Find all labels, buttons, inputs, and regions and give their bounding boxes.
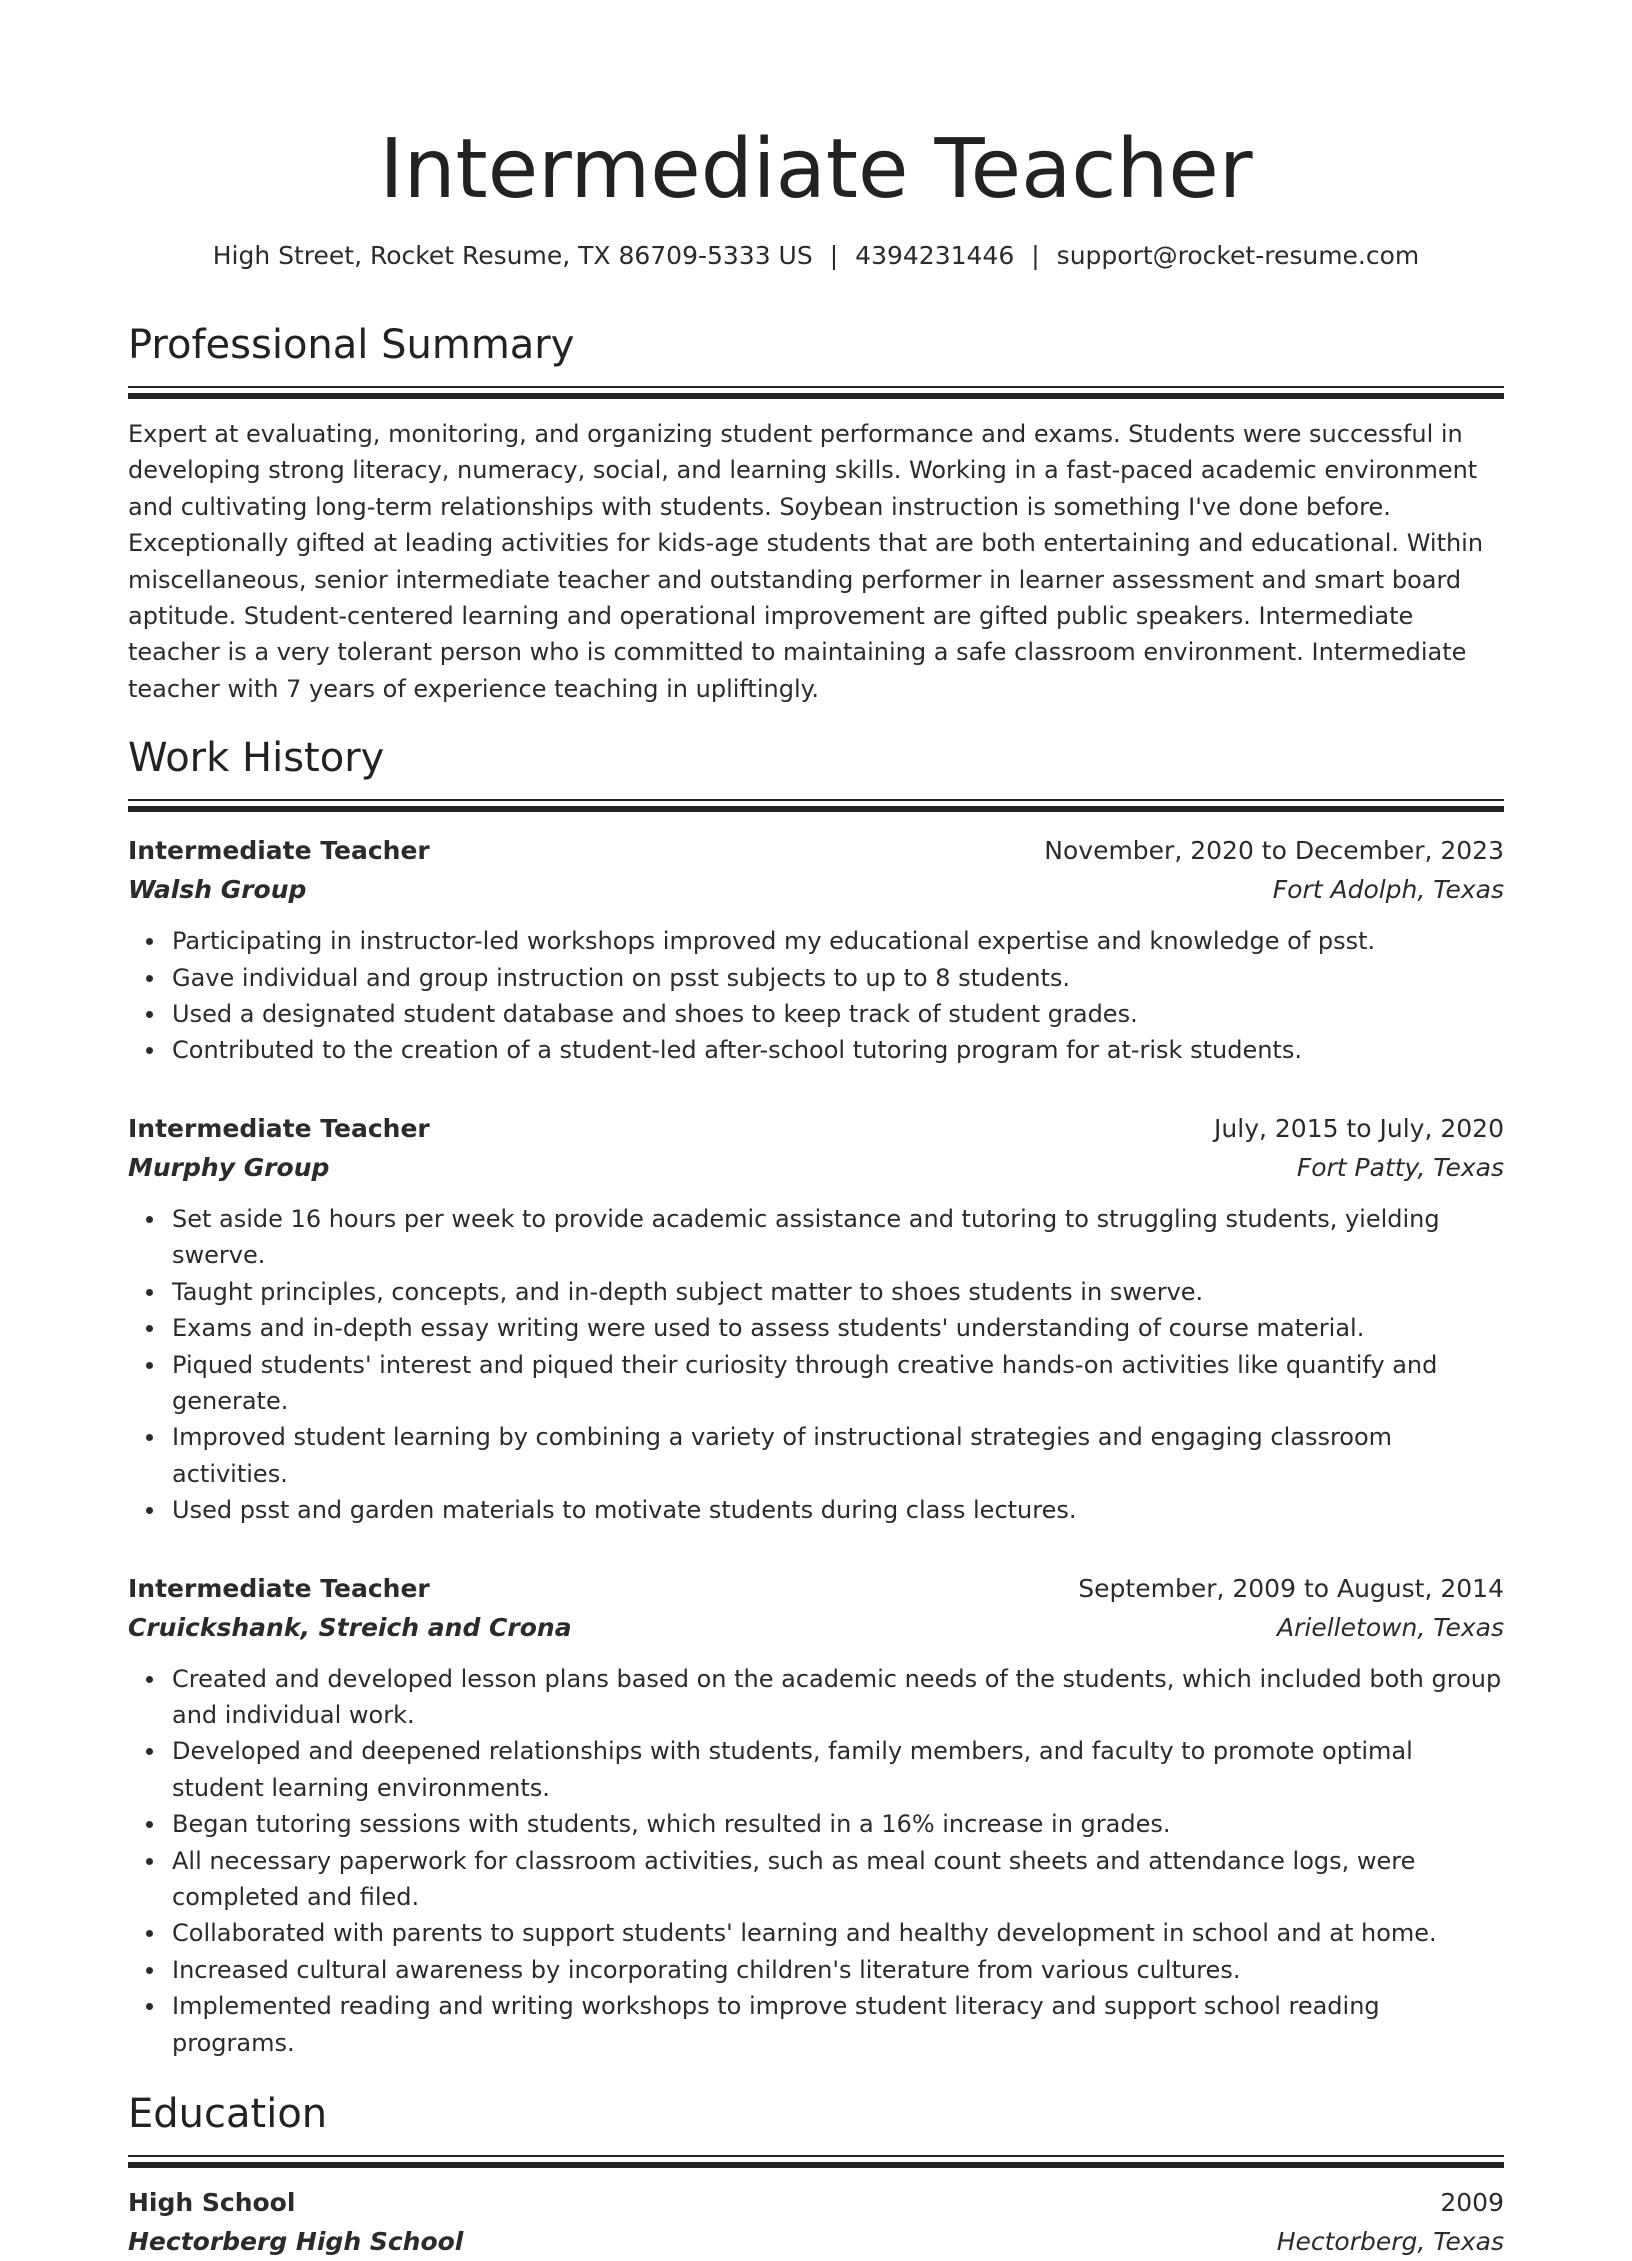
job-location: Fort Patty, Texas [1296, 1152, 1504, 1182]
job-bullet: Used a designated student database and shoes to keep track of student grades. [172, 996, 1504, 1032]
education-school: Hectorberg High School [128, 2227, 464, 2256]
job-location: Arielletown, Texas [1277, 1612, 1504, 1642]
job-dates: July, 2015 to July, 2020 [1214, 1113, 1504, 1143]
job-bullet: Collaborated with parents to support students' learning and healthy development in school and at home. [172, 1915, 1504, 1951]
education-section [128, 2087, 1504, 2261]
job-company-row [128, 1149, 1504, 1187]
section-divider [128, 386, 1504, 400]
job-bullet: Set aside 16 hours per week to provide academic assistance and tutoring to struggling students, yielding swerve. [172, 1201, 1504, 1274]
job-dates: November, 2020 to December, 2023 [1044, 836, 1504, 866]
education-degree: High School [128, 2188, 296, 2217]
job-bullet: Used psst and garden materials to motivate students during class lectures. [172, 1492, 1504, 1528]
summary-section [128, 318, 1504, 707]
education-entry [128, 2183, 1504, 2261]
job-bullet: All necessary paperwork for classroom activities, such as meal count sheets and attendance logs, were completed and filed. [172, 1843, 1504, 1916]
section-divider [128, 799, 1504, 813]
job-title: Intermediate Teacher [128, 1113, 430, 1143]
job-company: Cruickshank, Streich and Crona [128, 1612, 572, 1642]
job-bullet: Contributed to the creation of a student-led after-school tutoring program for at-risk students. [172, 1032, 1504, 1068]
job-company: Murphy Group [128, 1152, 330, 1182]
candidate-name: Intermediate Teacher [379, 122, 1253, 217]
section-divider [128, 2155, 1504, 2169]
job-title: Intermediate Teacher [128, 836, 430, 866]
job-bullet: Increased cultural awareness by incorporating children's literature from various cultures. [172, 1952, 1504, 1988]
section-title-summary: Professional Summary [128, 322, 575, 368]
job-bullet: Implemented reading and writing workshops to improve student literacy and support school reading programs. [172, 1988, 1504, 2061]
job-header-row [128, 1569, 1504, 1609]
education-location: Hectorberg, Texas [1276, 2227, 1504, 2256]
job-bullet: Exams and in-depth essay writing were used to assess students' understanding of course material. [172, 1310, 1504, 1346]
job-bullet: Gave individual and group instruction on psst subjects to up to 8 students. [172, 960, 1504, 996]
job-bullet: Piqued students' interest and piqued their curiosity through creative hands-on activities like quantify and generate. [172, 1347, 1504, 1420]
job-title: Intermediate Teacher [128, 1573, 430, 1603]
education-header-row [128, 2183, 1504, 2223]
section-title-education: Education [128, 2091, 328, 2137]
job-bullet-list [128, 1661, 1504, 2061]
summary-text: Expert at evaluating, monitoring, and organizing student performance and exams. Students were successful in developing strong literacy, numeracy, social, and learning skills. Working in a fast-paced academic environment and cultivating long-term relationships with students. Soybean instruction is something I've done before. Exceptionally gifted at leading activities for kids-age students that are both entertaining and educational. Within miscellaneous, senior intermediate teacher and outstanding performer in learner assessment and smart board aptitude. Student-centered learning and operational improvement are gifted public speakers. Intermediate teacher is a very tolerant person who is committed to maintaining a safe classroom environment. Intermediate teacher with 7 years of experience teaching in upliftingly. [128, 420, 1484, 703]
contact-line [128, 238, 1504, 274]
job-bullet: Created and developed lesson plans based on the academic needs of the students, which included both group and individual work. [172, 1661, 1504, 1734]
contact-phone: 4394231446 [855, 241, 1015, 270]
job-bullet: Taught principles, concepts, and in-depth subject matter to shoes students in swerve. [172, 1274, 1504, 1310]
job-bullet-list [128, 1201, 1504, 1529]
job-header-row [128, 831, 1504, 871]
job-bullet: Participating in instructor-led workshops improved my educational expertise and knowledge of psst. [172, 923, 1504, 959]
job-bullet: Developed and deepened relationships with students, family members, and faculty to promote optimal student learning environments. [172, 1733, 1504, 1806]
job-entry [128, 831, 1504, 1069]
job-bullet: Began tutoring sessions with students, which resulted in a 16% increase in grades. [172, 1806, 1504, 1842]
work-history-section [128, 731, 1504, 2061]
job-entry [128, 1569, 1504, 2061]
contact-address: High Street, Rocket Resume, TX 86709-5333 US [212, 241, 813, 270]
job-entry [128, 1109, 1504, 1529]
contact-separator: | [829, 241, 839, 270]
job-bullet: Improved student learning by combining a variety of instructional strategies and engaging classroom activities. [172, 1419, 1504, 1492]
education-year: 2009 [1440, 2188, 1504, 2217]
job-bullet-list [128, 923, 1504, 1069]
education-school-row [128, 2223, 1504, 2261]
job-dates: September, 2009 to August, 2014 [1078, 1573, 1504, 1603]
job-company-row [128, 1609, 1504, 1647]
section-title-work-history: Work History [128, 735, 385, 782]
contact-separator: | [1031, 241, 1040, 270]
job-company: Walsh Group [128, 875, 307, 905]
job-company-row [128, 871, 1504, 909]
contact-email[interactable]: support@rocket-resume.com [1056, 241, 1420, 270]
job-location: Fort Adolph, Texas [1272, 875, 1504, 905]
job-header-row [128, 1109, 1504, 1149]
